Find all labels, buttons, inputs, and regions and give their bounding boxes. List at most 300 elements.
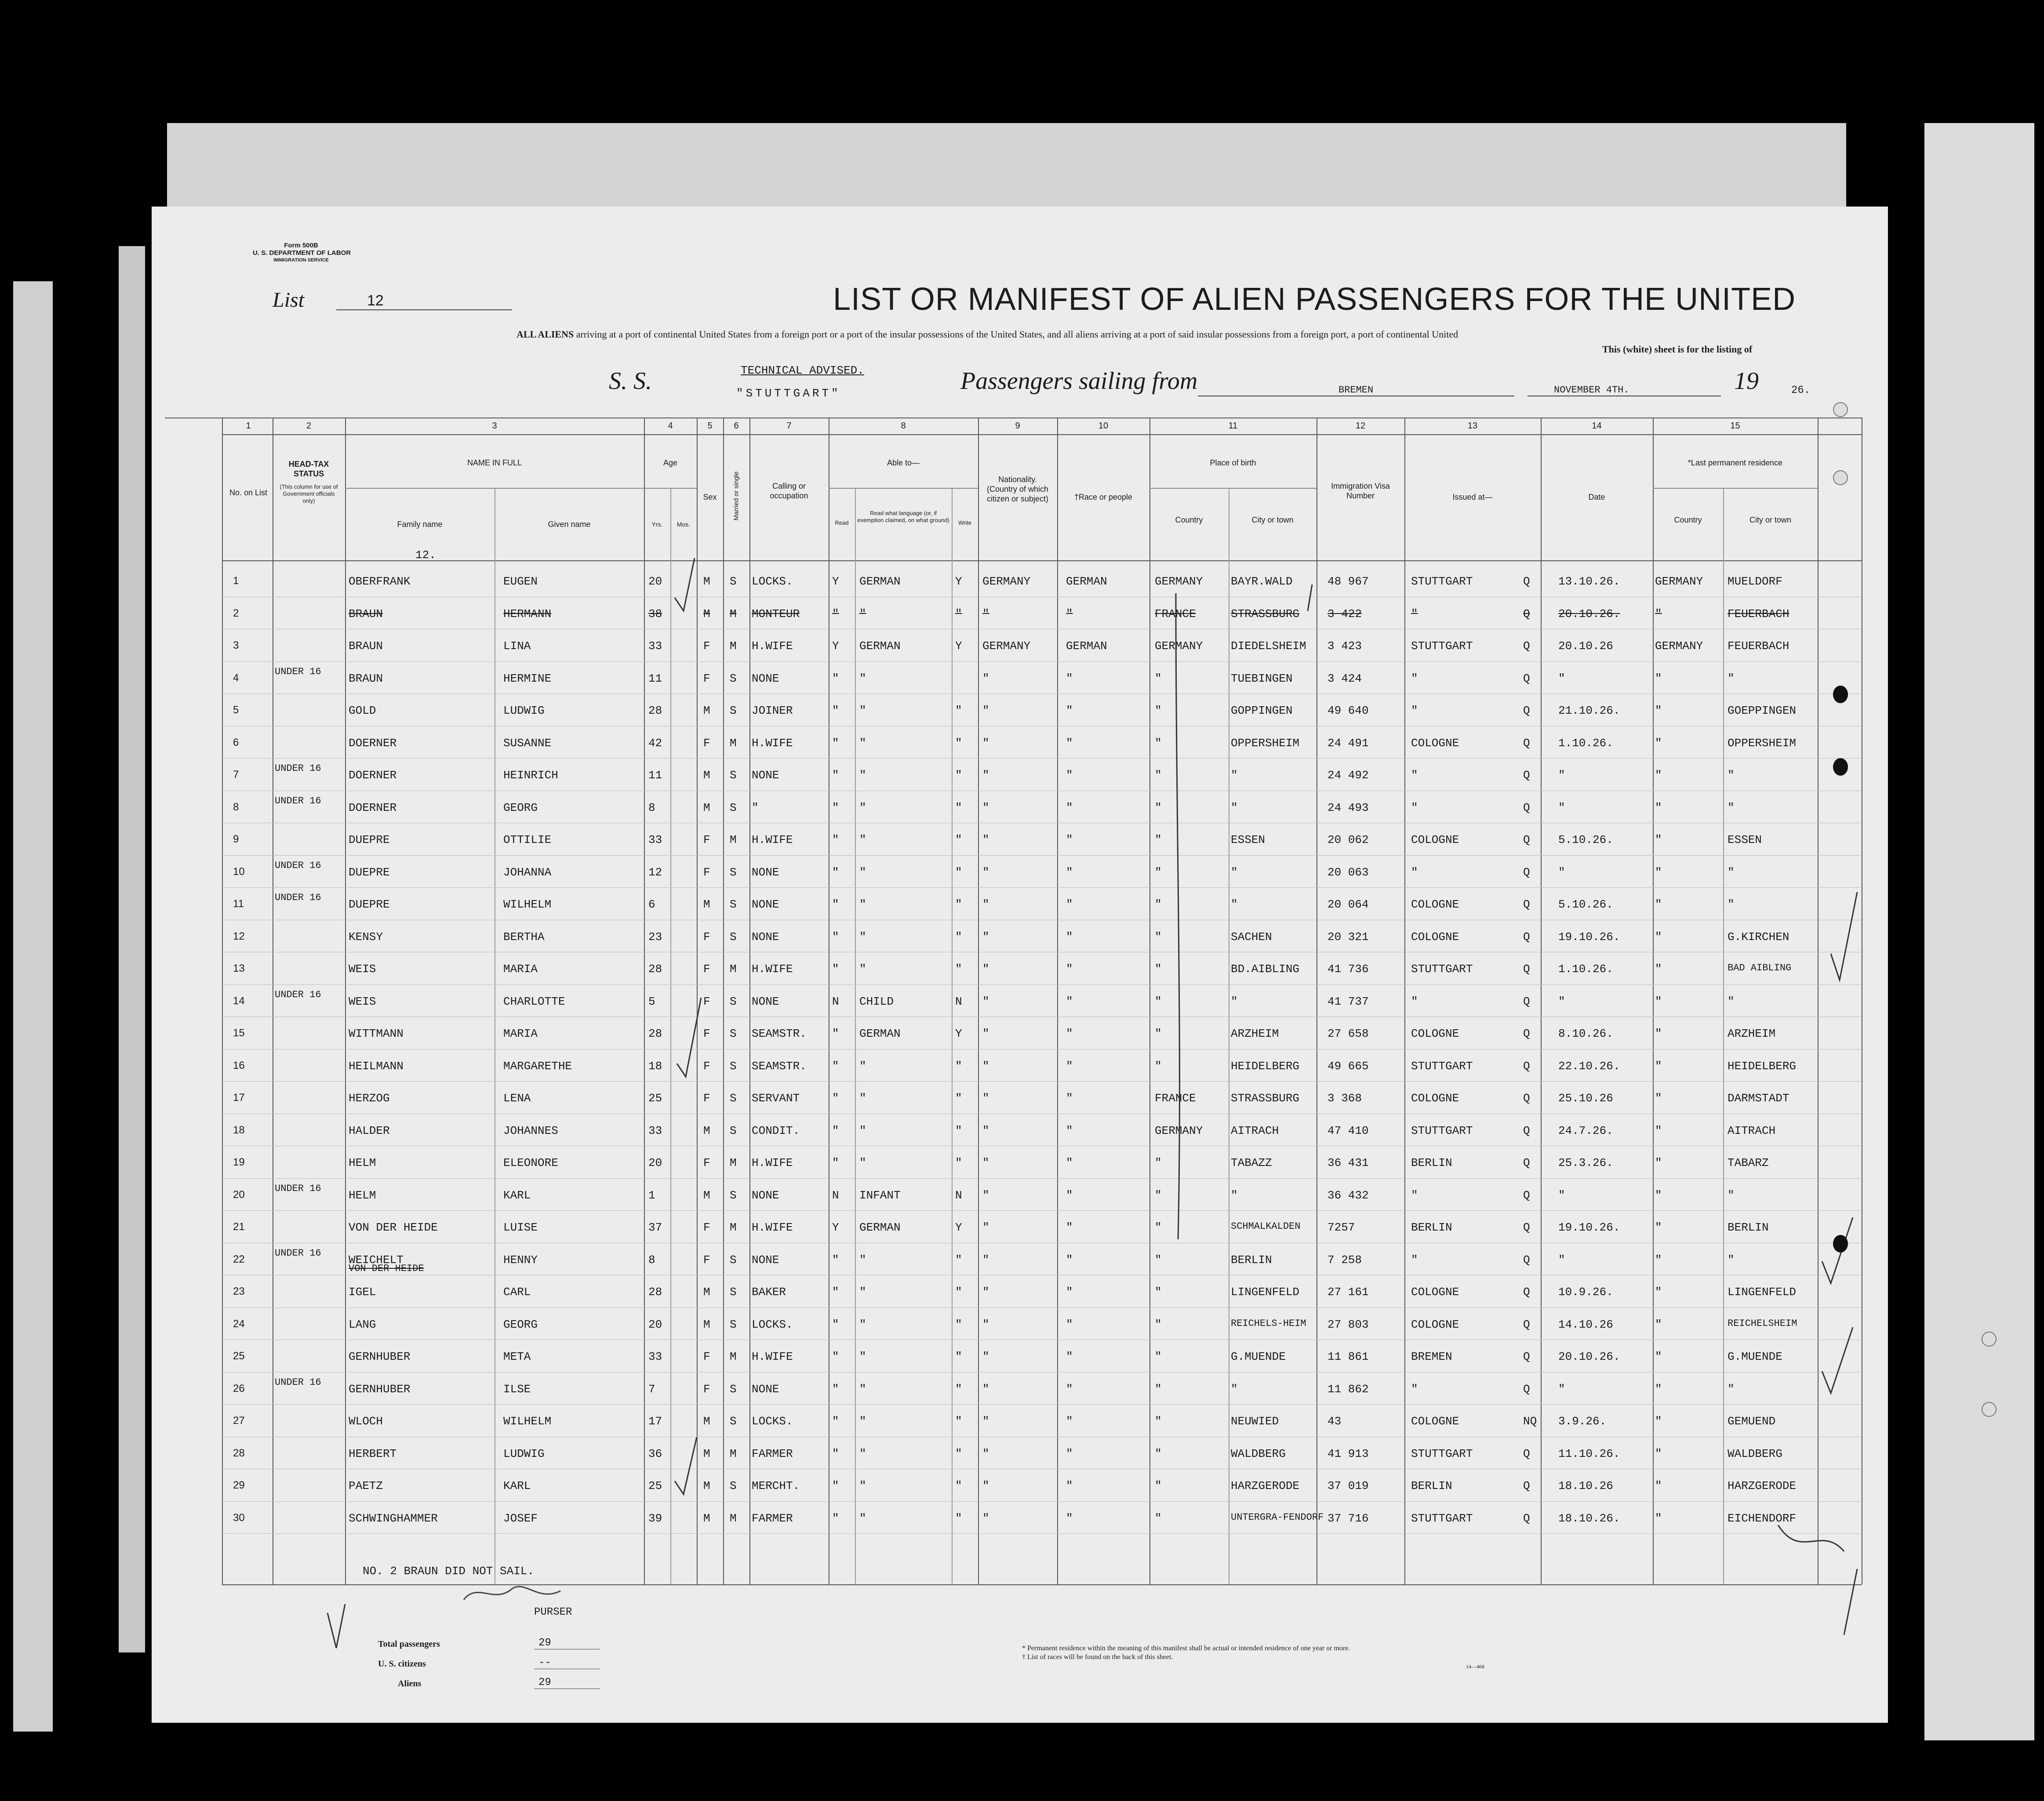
residence-city: WALDBERG [1728, 1447, 1782, 1460]
residence-country: " [1655, 865, 1662, 879]
col-divider [1404, 418, 1405, 1584]
family-name: GOLD [349, 704, 376, 717]
binder-hole [1833, 758, 1848, 776]
birth-city: " [1231, 769, 1238, 782]
family-name: LANG [349, 1318, 376, 1331]
marital-status: S [730, 898, 737, 911]
marital-status: M [730, 607, 737, 621]
sex: F [703, 1156, 710, 1169]
hdr-read: Read [835, 519, 849, 526]
residence-country: " [1655, 1415, 1662, 1428]
age-years: 25 [648, 1092, 662, 1105]
occupation: NONE [752, 995, 779, 1008]
race: " [1066, 704, 1073, 717]
row-divider [222, 758, 1862, 759]
marital-status: S [730, 1479, 737, 1492]
sex: F [703, 672, 710, 685]
quota-mark: Q [1523, 1059, 1530, 1073]
quota-mark: Q [1523, 833, 1530, 846]
age-years: 25 [648, 1479, 662, 1492]
colnum-14: 14 [1592, 421, 1602, 431]
subheader-line [644, 488, 697, 489]
residence-city: HARZGERODE [1728, 1479, 1797, 1492]
issue-date: " [1558, 801, 1565, 814]
subheader-line [345, 488, 644, 489]
colnum-15: 15 [1730, 421, 1740, 431]
visa-number: 27 658 [1328, 1027, 1369, 1040]
family-name: SCHWINGHAMMER [349, 1511, 438, 1525]
birth-country: " [1155, 1059, 1162, 1073]
occupation: NONE [752, 1382, 779, 1396]
col-divider [1723, 488, 1724, 1584]
issue-date: 21.10.26. [1558, 704, 1620, 717]
given-name: LUDWIG [503, 1447, 545, 1460]
can-read: " [832, 1479, 839, 1492]
marital-status: M [730, 639, 737, 653]
residence-country: " [1655, 1479, 1662, 1492]
hdr-read-lang: Read what language (or, if exemption claimed, on what ground) [857, 510, 949, 523]
background-sheet [119, 246, 145, 1652]
can-read: " [832, 1027, 839, 1040]
marital-status: S [730, 930, 737, 944]
issued-at: COLOGNE [1411, 1415, 1459, 1428]
issued-at: STUTTGART [1411, 1124, 1473, 1137]
handwritten-tick [1308, 585, 1312, 611]
sex: M [703, 898, 710, 911]
marital-status: M [730, 962, 737, 976]
nationality: " [982, 1253, 989, 1267]
birth-country: " [1155, 736, 1162, 750]
row-number: 3 [233, 639, 239, 651]
issued-at: " [1411, 865, 1418, 879]
birth-country: " [1155, 1188, 1162, 1202]
given-name: KARL [503, 1479, 531, 1492]
sex: M [703, 1318, 710, 1331]
age-years: 36 [648, 1447, 662, 1460]
visa-number: 24 493 [1328, 801, 1369, 814]
marital-status: M [730, 1447, 737, 1460]
marital-status: M [730, 833, 737, 846]
race: " [1066, 1253, 1073, 1267]
colnum-5: 5 [707, 421, 713, 431]
nationality: " [982, 1350, 989, 1363]
residence-city: ARZHEIM [1728, 1027, 1776, 1040]
residence-country: " [1655, 736, 1662, 750]
us-citizens-label: U. S. citizens [378, 1659, 426, 1669]
race: " [1066, 1447, 1073, 1460]
row-number: 13 [233, 962, 245, 974]
birth-city: HARZGERODE [1231, 1479, 1300, 1492]
race: " [1066, 1221, 1073, 1234]
marital-status: S [730, 995, 737, 1008]
birth-city: BD.AIBLING [1231, 962, 1300, 976]
quota-mark: Q [1523, 1447, 1530, 1460]
hdr-sex: Sex [703, 493, 717, 501]
read-language: " [859, 1350, 866, 1363]
family-name: GERNHUBER [349, 1382, 411, 1396]
sex: F [703, 930, 710, 944]
head-tax-status: UNDER 16 [275, 763, 321, 774]
residence-country: " [1655, 1188, 1662, 1202]
read-language: " [859, 672, 866, 685]
colnum-6: 6 [734, 421, 739, 431]
race: " [1066, 1350, 1073, 1363]
given-name: MARGARETHE [503, 1059, 572, 1073]
residence-city: EICHENDORF [1728, 1511, 1797, 1525]
residence-city: BAD AIBLING [1728, 962, 1792, 973]
birth-city: UNTERGRA-FENDORF [1231, 1511, 1324, 1523]
read-language: " [859, 930, 866, 944]
subtitle-line-2: This (white) sheet is for the listing of [1602, 344, 1753, 355]
sex: M [703, 801, 710, 814]
family-name: WEIS [349, 995, 376, 1008]
given-name: HENNY [503, 1253, 538, 1267]
occupation: BAKER [752, 1285, 786, 1299]
hdr-write: Write [958, 519, 972, 526]
row-number: 24 [233, 1318, 245, 1330]
race: " [1066, 1511, 1073, 1525]
quota-mark: Q [1523, 1124, 1530, 1137]
visa-number: 3 423 [1328, 639, 1362, 653]
can-write: " [955, 1447, 962, 1460]
visa-number: 47 410 [1328, 1124, 1369, 1137]
race: " [1066, 1124, 1073, 1137]
visa-number: 37 716 [1328, 1511, 1369, 1525]
check-mark [1822, 1327, 1853, 1393]
read-language: " [859, 801, 866, 814]
residence-city: G.MUENDE [1728, 1350, 1782, 1363]
quota-mark: Q [1523, 672, 1530, 685]
race: " [1066, 833, 1073, 846]
issue-date: 13.10.26. [1558, 575, 1620, 588]
issue-date: 22.10.26. [1558, 1059, 1620, 1073]
visa-number: 20 063 [1328, 865, 1369, 879]
visa-number: 27 803 [1328, 1318, 1369, 1331]
birth-country: " [1155, 801, 1162, 814]
occupation: JOINER [752, 704, 793, 717]
given-name: META [503, 1350, 531, 1363]
row-divider [222, 887, 1862, 888]
residence-country: " [1655, 607, 1662, 621]
col-divider [749, 418, 750, 1584]
given-name: LUDWIG [503, 704, 545, 717]
occupation: NONE [752, 898, 779, 911]
row-number: 26 [233, 1382, 245, 1394]
aliens-label: Aliens [398, 1679, 422, 1688]
read-language: " [859, 833, 866, 846]
residence-city: G.KIRCHEN [1728, 930, 1789, 944]
row-divider [222, 1081, 1862, 1082]
issue-date: 14.10.26 [1558, 1318, 1613, 1331]
handwritten-line [1176, 593, 1179, 1239]
race: " [1066, 865, 1073, 879]
footnote-permanent: * Permanent residence within the meaning of this manifest shall be actual or intended residence of one year or more. [1022, 1645, 1350, 1652]
given-name: CHARLOTTE [503, 995, 565, 1008]
row-number: 21 [233, 1221, 245, 1233]
birth-city: ESSEN [1231, 833, 1266, 846]
col-divider [978, 418, 979, 1584]
nationality: " [982, 1382, 989, 1396]
residence-country: " [1655, 1382, 1662, 1396]
can-write: " [955, 1285, 962, 1299]
issued-at: " [1411, 995, 1418, 1008]
issue-date: " [1558, 995, 1565, 1008]
sex: M [703, 769, 710, 782]
given-name: LUISE [503, 1221, 538, 1234]
quota-mark: Q [1523, 639, 1530, 653]
issue-date: " [1558, 769, 1565, 782]
family-name: DUEPRE [349, 833, 390, 846]
can-write: " [955, 801, 962, 814]
can-write: " [955, 1318, 962, 1331]
hdr-visa: Immigration Visa Number [1331, 482, 1390, 500]
given-name: CARL [503, 1285, 531, 1299]
sex: F [703, 736, 710, 750]
issued-at: " [1411, 704, 1418, 717]
visa-number: 41 737 [1328, 995, 1369, 1008]
quota-mark: Q [1523, 995, 1530, 1008]
birth-city: SACHEN [1231, 930, 1272, 944]
list-number: 12 [336, 292, 512, 310]
issue-date: " [1558, 1188, 1565, 1202]
issued-at: COLOGNE [1411, 1285, 1459, 1299]
race: " [1066, 898, 1073, 911]
birth-city: BAYR.WALD [1231, 575, 1293, 588]
age-years: 18 [648, 1059, 662, 1073]
hdr-calling: Calling or occupation [770, 482, 808, 500]
read-language: " [859, 1092, 866, 1105]
row-number: 9 [233, 833, 239, 845]
residence-country: " [1655, 1285, 1662, 1299]
sex: F [703, 1059, 710, 1073]
can-write: " [955, 1092, 962, 1105]
age-years: 20 [648, 575, 662, 588]
age-years: 1 [648, 1188, 655, 1202]
head-tax-status: UNDER 16 [275, 1183, 321, 1194]
read-language: " [859, 769, 866, 782]
can-read: Y [832, 575, 839, 588]
given-name: EUGEN [503, 575, 538, 588]
row-number: 19 [233, 1156, 245, 1168]
row-number: 5 [233, 704, 239, 716]
birth-city: " [1231, 995, 1238, 1008]
visa-number: 48 967 [1328, 575, 1369, 588]
age-years: 20 [648, 1156, 662, 1169]
handwritten-signature [1778, 1525, 1844, 1551]
read-language: " [859, 704, 866, 717]
read-language: " [859, 607, 866, 621]
can-write: " [955, 1479, 962, 1492]
nationality: " [982, 1511, 989, 1525]
issue-date: 1.10.26. [1558, 962, 1613, 976]
can-read: Y [832, 1221, 839, 1234]
race: " [1066, 1415, 1073, 1428]
visa-number: 7257 [1328, 1221, 1355, 1234]
can-read: " [832, 1156, 839, 1169]
birth-country: " [1155, 1447, 1162, 1460]
hdr-age: Age [663, 458, 678, 467]
family-name: HALDER [349, 1124, 390, 1137]
birth-city: DIEDELSHEIM [1231, 639, 1306, 653]
sex: M [703, 704, 710, 717]
birth-country: " [1155, 962, 1162, 976]
manifest-sheet [152, 207, 1888, 1723]
hdr-no-on-list: No. on List [229, 488, 268, 497]
residence-country: " [1655, 898, 1662, 911]
birth-country: " [1155, 769, 1162, 782]
residence-city: " [1728, 769, 1735, 782]
read-language: " [859, 1447, 866, 1460]
residence-country: " [1655, 1221, 1662, 1234]
read-language: " [859, 1059, 866, 1073]
age-years: 33 [648, 639, 662, 653]
family-name: PAETZ [349, 1479, 383, 1492]
marital-status: S [730, 1124, 737, 1137]
list-label: List [273, 288, 305, 312]
issued-at: BERLIN [1411, 1156, 1452, 1169]
binder-ring [1833, 470, 1848, 485]
residence-city: " [1728, 1188, 1735, 1202]
visa-number: 27 161 [1328, 1285, 1369, 1299]
issue-date: 3.9.26. [1558, 1415, 1607, 1428]
age-years: 33 [648, 1124, 662, 1137]
birth-country: " [1155, 1479, 1162, 1492]
quota-mark: Q [1523, 736, 1530, 750]
visa-number: 3 424 [1328, 672, 1362, 685]
occupation: H.WIFE [752, 1350, 793, 1363]
issue-date: 25.10.26 [1558, 1092, 1613, 1105]
given-name: JOHANNA [503, 865, 552, 879]
handwritten-mark [327, 1604, 345, 1648]
occupation: CONDIT. [752, 1124, 800, 1137]
birth-city: " [1231, 898, 1238, 911]
residence-city: " [1728, 672, 1735, 685]
birth-country: GERMANY [1155, 639, 1203, 653]
race: GERMAN [1066, 575, 1107, 588]
row-number: 22 [233, 1253, 245, 1265]
row-number: 2 [233, 607, 239, 619]
issued-at: STUTTGART [1411, 1511, 1473, 1525]
form-number: Form 500B [284, 242, 318, 249]
nationality: " [982, 995, 989, 1008]
race: " [1066, 607, 1073, 621]
col-divider [644, 418, 645, 1584]
issued-at: STUTTGART [1411, 1059, 1473, 1073]
nationality: " [982, 1415, 989, 1428]
footnote-code: 14—468 [1466, 1663, 1484, 1670]
given-name: BERTHA [503, 930, 545, 944]
issue-date: 5.10.26. [1558, 833, 1613, 846]
form-id [253, 242, 349, 264]
birth-city: GOPPINGEN [1231, 704, 1293, 717]
colnum-11: 11 [1228, 421, 1238, 431]
age-years: 17 [648, 1415, 662, 1428]
marital-status: S [730, 1415, 737, 1428]
can-write: " [955, 962, 962, 976]
residence-country: GERMANY [1655, 575, 1703, 588]
age-years: 5 [648, 995, 655, 1008]
quota-mark: Q [1523, 575, 1530, 588]
given-name: SUSANNE [503, 736, 552, 750]
marital-status: M [730, 1350, 737, 1363]
closing-note: NO. 2 BRAUN DID NOT SAIL. [363, 1565, 535, 1578]
col-divider [855, 488, 856, 1584]
issue-date: 5.10.26. [1558, 898, 1613, 911]
can-write: " [955, 930, 962, 944]
quota-mark: Q [1523, 1479, 1530, 1492]
head-tax-status: UNDER 16 [275, 1247, 321, 1259]
occupation: LOCKS. [752, 575, 793, 588]
issued-at: STUTTGART [1411, 962, 1473, 976]
nationality: " [982, 736, 989, 750]
issue-date: 10.9.26. [1558, 1285, 1613, 1299]
binder-ring [1982, 1402, 1997, 1417]
birth-country: " [1155, 930, 1162, 944]
residence-city: HEIDELBERG [1728, 1059, 1797, 1073]
hdr-res-country: Country [1674, 516, 1702, 524]
sex: F [703, 1027, 710, 1040]
nationality: " [982, 898, 989, 911]
col-divider [1653, 418, 1654, 1584]
visa-number: 11 861 [1328, 1350, 1369, 1363]
quota-mark: Q [1523, 1092, 1530, 1105]
birth-country: " [1155, 1253, 1162, 1267]
col-divider [1057, 418, 1058, 1584]
age-years: 7 [648, 1382, 655, 1396]
handwritten-mark [1844, 1569, 1857, 1635]
residence-country: " [1655, 801, 1662, 814]
residence-city: LINGENFELD [1728, 1285, 1797, 1299]
issue-date: 1.10.26. [1558, 736, 1613, 750]
marital-status: M [730, 1156, 737, 1169]
nationality: " [982, 607, 989, 621]
marital-status: S [730, 865, 737, 879]
occupation: NONE [752, 672, 779, 685]
given-name: WILHELM [503, 1415, 552, 1428]
age-years: 8 [648, 1253, 655, 1267]
nationality: " [982, 865, 989, 879]
race: " [1066, 1285, 1073, 1299]
residence-city: ESSEN [1728, 833, 1762, 846]
read-language: " [859, 962, 866, 976]
hdr-family-name: Family name [397, 520, 443, 529]
sex: M [703, 1124, 710, 1137]
race: " [1066, 672, 1073, 685]
family-name: BRAUN [349, 672, 383, 685]
visa-number: 11 862 [1328, 1382, 1369, 1396]
birth-city: " [1231, 1188, 1238, 1202]
row-number: 18 [233, 1124, 245, 1136]
visa-number: 3 368 [1328, 1092, 1362, 1105]
subheader-line [1149, 488, 1317, 489]
quota-mark: NQ [1523, 1415, 1537, 1428]
head-tax-status: UNDER 16 [275, 989, 321, 1000]
hdr-name-in-full: NAME IN FULL [467, 458, 522, 467]
visa-number: 20 321 [1328, 930, 1369, 944]
family-name: DUEPRE [349, 865, 390, 879]
birth-country: " [1155, 1415, 1162, 1428]
hdr-issued-at: Issued at— [1452, 493, 1493, 501]
residence-city: " [1728, 865, 1735, 879]
age-years: 11 [648, 769, 662, 782]
birth-country: " [1155, 833, 1162, 846]
manifest-subtitle [516, 329, 1835, 340]
birth-city: " [1231, 1382, 1238, 1396]
birth-city: STRASSBURG [1231, 607, 1300, 621]
residence-city: TABARZ [1728, 1156, 1769, 1169]
nationality: GERMANY [982, 575, 1031, 588]
issued-at: COLOGNE [1411, 736, 1459, 750]
